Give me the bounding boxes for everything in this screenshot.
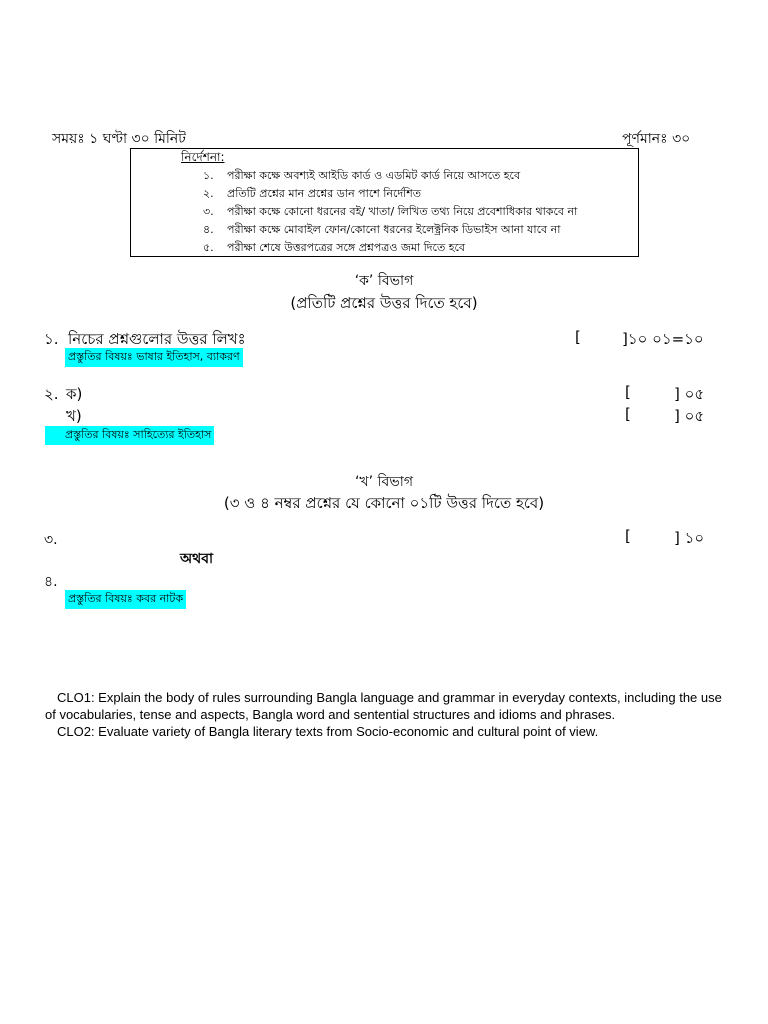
question-number: ৩. xyxy=(44,532,58,548)
or-separator: অথবা xyxy=(180,551,214,567)
section-ka-subtitle: (প্রতিটি প্রশ্নের উত্তর দিতে হবে) xyxy=(290,294,478,312)
question-number: ১. xyxy=(44,330,59,348)
section-kha-title: ‘খ’ বিভাগ xyxy=(354,474,413,490)
question-text: নিচের প্রশ্নগুলোর উত্তর লিখঃ xyxy=(68,330,246,348)
clo2-text: CLO2: Evaluate variety of Bangla literary texts from Socio-economic and cultural point of view. xyxy=(57,724,599,739)
preparation-topic: প্রস্তুতির বিষয়ঃ কবর নাটক xyxy=(65,590,186,609)
marks-bracket-open: [ xyxy=(625,383,631,401)
instruction-item: পরীক্ষা কক্ষে কোনো ধরনের বই/ খাতা/ লিখিত তথ্য নিয়ে প্রবেশাধিকার থাকবে না xyxy=(227,205,578,218)
marks-bracket-open: [ xyxy=(625,405,631,423)
question-number: ২. xyxy=(44,385,59,403)
instruction-item: প্রতিটি প্রশ্নের মান প্রশ্নের ডান পাশে নির্দেশিত xyxy=(227,187,422,200)
section-ka-title: ‘ক’ বিভাগ xyxy=(354,273,414,289)
exam-duration: সময়ঃ ১ ঘণ্টা ৩০ মিনিট xyxy=(52,131,186,147)
instructions-box xyxy=(130,148,639,257)
instruction-num: ২. xyxy=(203,187,214,200)
question-marks: ] ১০ xyxy=(674,529,705,547)
instruction-item: পরীক্ষা কক্ষে অবশ্যই আইডি কার্ড ও এডমিট কার্ড নিয়ে আসতে হবে xyxy=(227,169,521,182)
instruction-num: ৩. xyxy=(203,205,214,218)
question-marks: ]১০ ০১=১০ xyxy=(622,330,704,348)
section-kha-subtitle: (৩ ও ৪ নম্বর প্রশ্নের যে কোনো ০১টি উত্তর দিতে হবে) xyxy=(223,494,545,512)
question-marks: ] ০৫ xyxy=(674,385,705,403)
clo1-text: CLO1: Explain the body of rules surrounding Bangla language and grammar in everyday contexts, including the use of vocabularies, tense and aspects, Bangla word and sentential structures and idioms and phrases. xyxy=(45,690,722,722)
instruction-item: পরীক্ষা শেষে উত্তরপত্রের সঙ্গে প্রশ্নপত্রও জমা দিতে হবে xyxy=(227,241,466,254)
question-number: ৪. xyxy=(44,574,58,590)
preparation-topic: প্রস্তুতির বিষয়ঃ ভাষার ইতিহাস, ব্যাকরণ xyxy=(65,348,243,367)
question-marks: ] ০৫ xyxy=(674,407,705,425)
marks-bracket-open: [ xyxy=(625,527,631,545)
full-marks: পূর্ণমানঃ ৩০ xyxy=(622,131,691,147)
instruction-num: ৫. xyxy=(203,241,214,254)
instruction-item: পরীক্ষা কক্ষে মোবাইল ফোন/কোনো ধরনের ইলেক্ট্রনিক ডিভাইস আনা যাবে না xyxy=(227,223,561,236)
question-part-label: খ) xyxy=(66,407,82,425)
instruction-num: ১. xyxy=(203,169,214,182)
instructions-title: নির্দেশনা: xyxy=(181,150,225,164)
preparation-topic: প্রস্তুতির বিষয়ঃ সাহিত্যের ইতিহাস xyxy=(45,426,214,445)
instruction-num: ৪. xyxy=(203,223,214,236)
marks-bracket-open: [ xyxy=(575,328,581,346)
question-part-label: ক) xyxy=(66,385,83,403)
